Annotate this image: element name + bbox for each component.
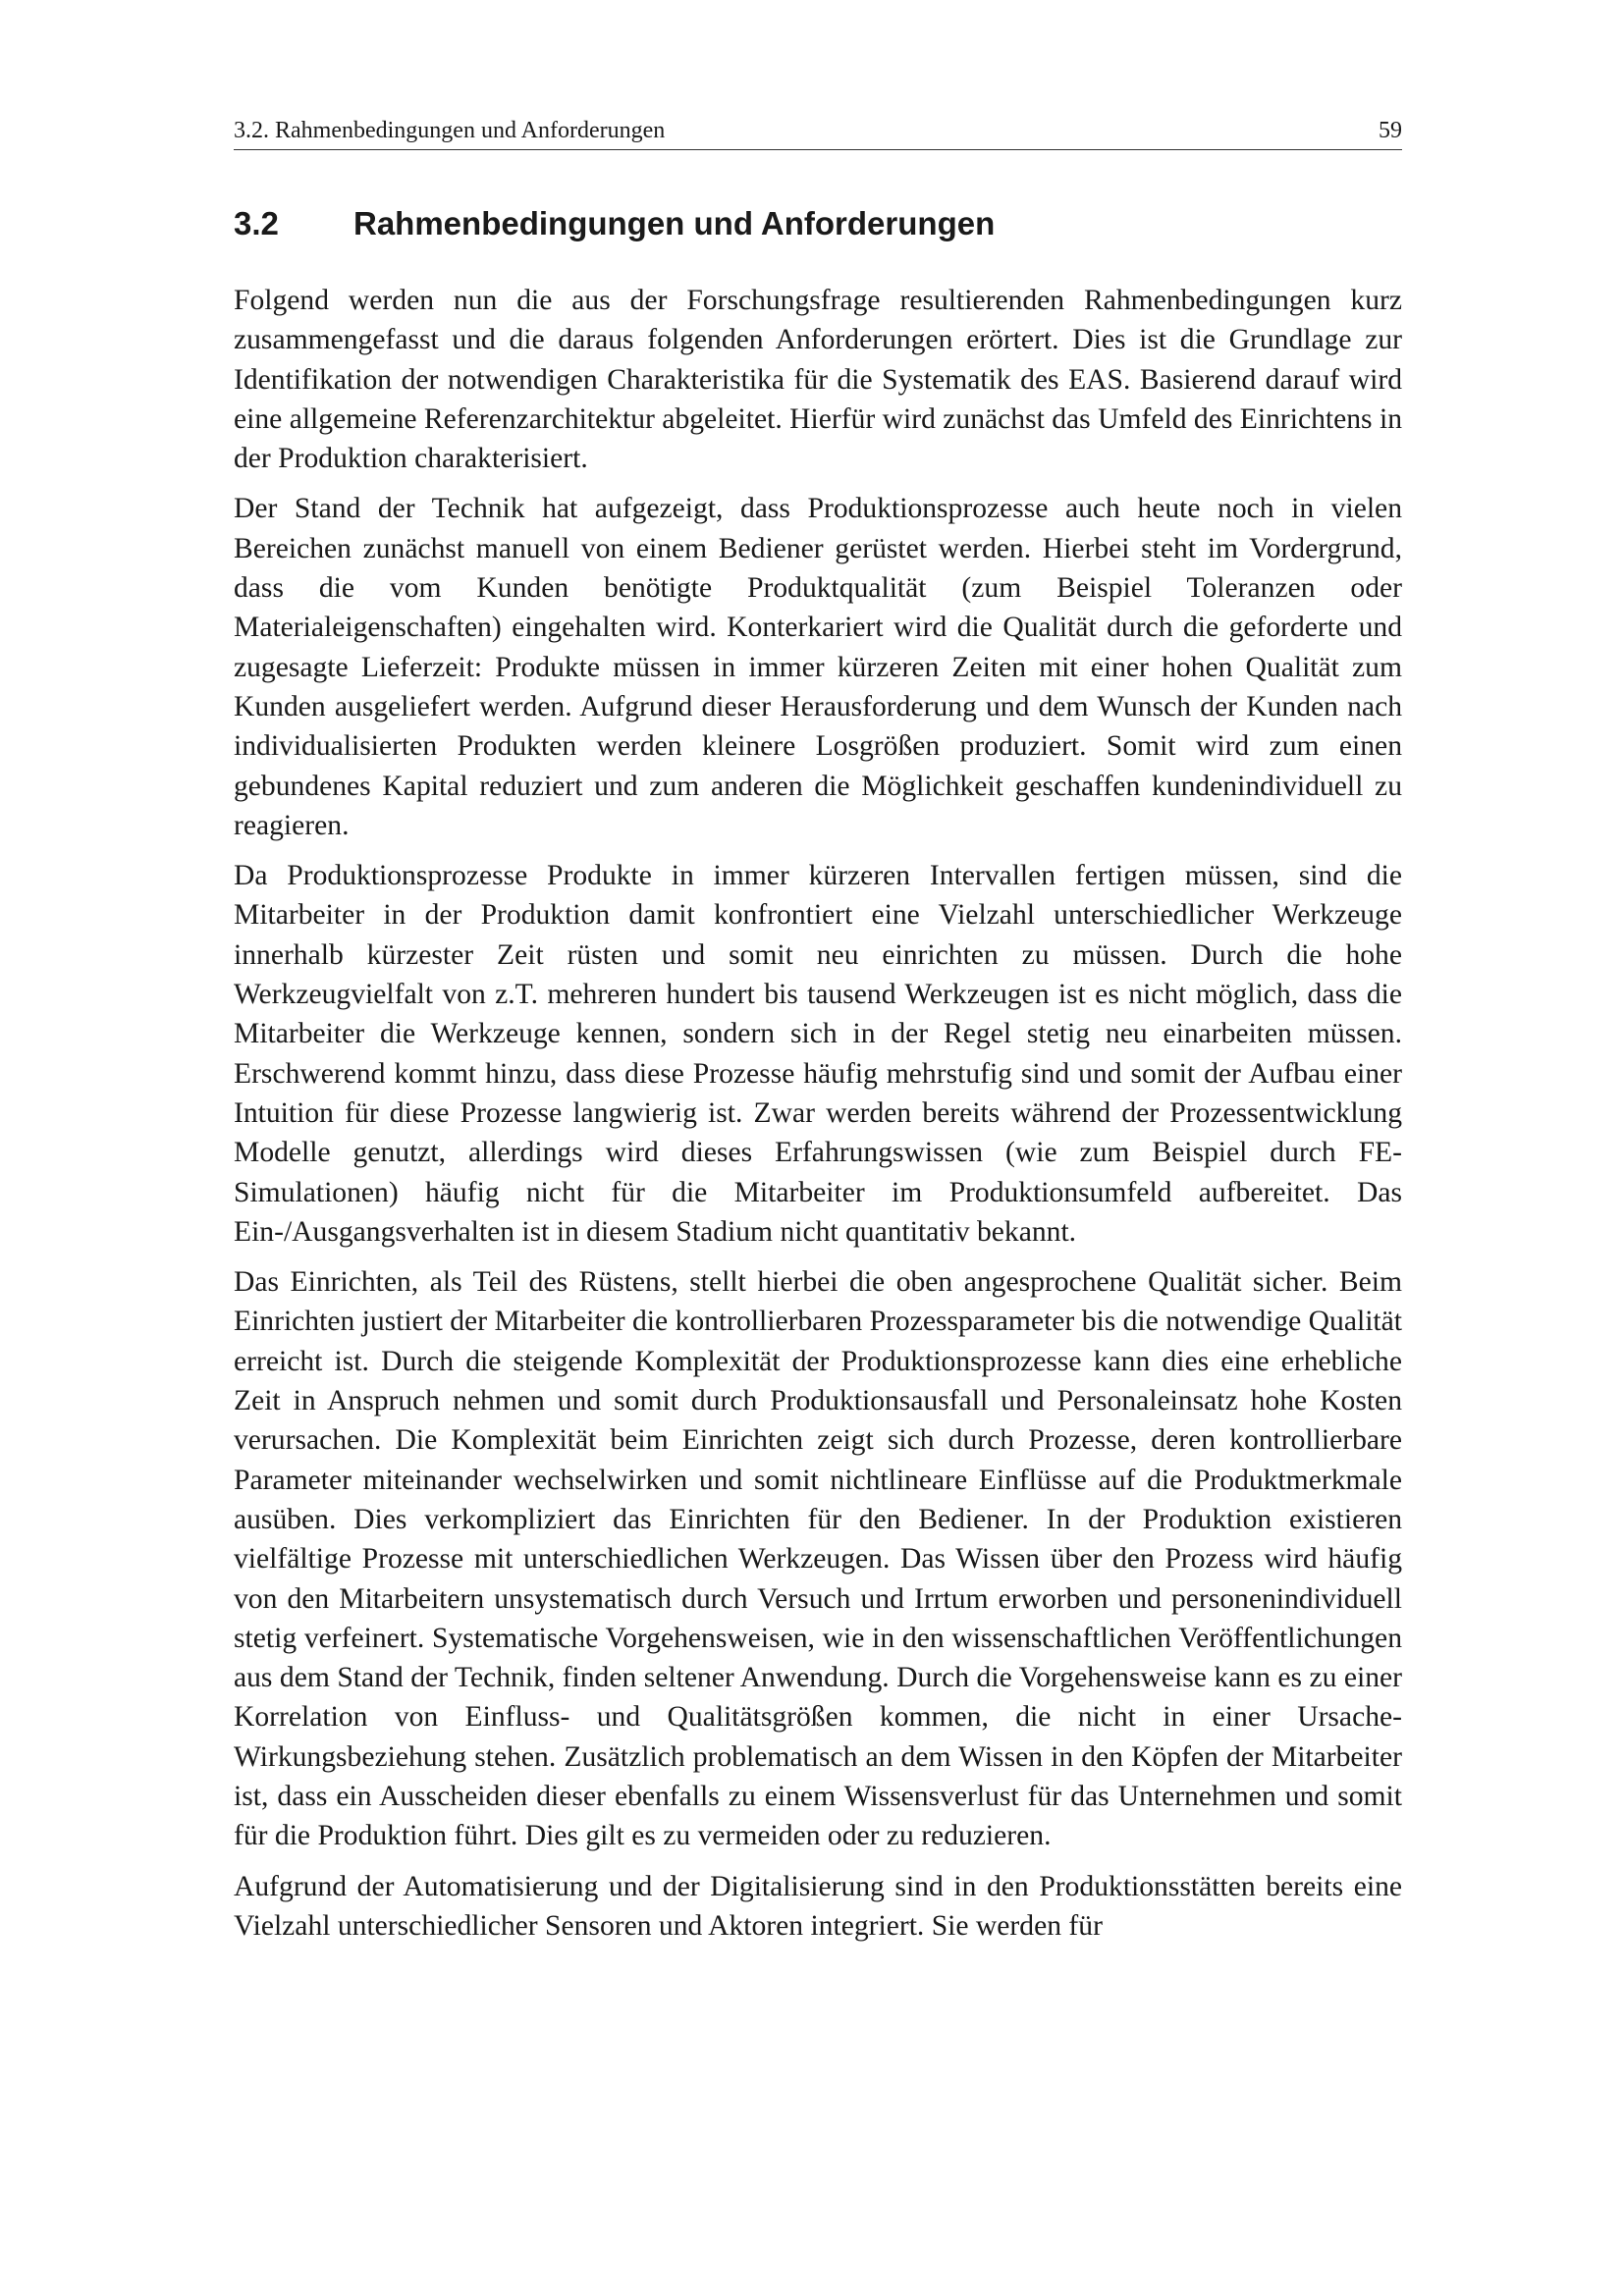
section-heading: [234, 202, 1402, 245]
page-number: 59: [1379, 118, 1402, 143]
paragraph: Aufgrund der Automatisierung und der Digitalisierung sind in den Produktionsstätten bereits eine Vielzahl unterschiedlicher Sensoren und Aktoren integriert. Sie werden für: [234, 1870, 1402, 1942]
paragraph: Da Produktionsprozesse Produkte in immer kürzeren Intervallen fertigen müssen, sind die Mitarbeiter in der Produktion damit konfrontiert eine Vielzahl unterschiedlicher Werkzeuge innerhalb kürzester Zeit rüsten und somit neu einrichten zu müssen. Durch die hohe Werkzeugvielfalt von z.T. mehreren hundert bis tausend Werkzeugen ist es nicht möglich, dass die Mitarbeiter die Werkzeuge kennen, sondern sich in der Regel stetig neu einarbeiten müssen. Erschwerend kommt hinzu, dass diese Prozesse häufig mehrstufig sind und somit der Aufbau einer Intuition für diese Prozesse langwierig ist. Zwar werden bereits während der Prozessentwicklung Modelle genutzt, allerdings wird dieses Erfahrungswissen (wie zum Beispiel durch FE-Simulationen) häufig nicht für die Mitarbeiter im Produktionsumfeld aufbereitet. Das Ein-/Ausgangsverhalten ist in diesem Stadium nicht quantitativ bekannt.: [234, 860, 1402, 1248]
paragraph: Folgend werden nun die aus der Forschungsfrage resultierenden Rahmenbedingungen kurz zusammengefasst und die daraus folgenden Anforderungen erörtert. Dies ist die Grundlage zur Identifikation der notwendigen Charakteristika für die Systematik des EAS. Basierend darauf wird eine allgemeine Referenzarchitektur abgeleitet. Hierfür wird zunächst das Umfeld des Einrichtens in der Produktion charakterisiert.: [234, 285, 1402, 475]
running-header-title: 3.2. Rahmenbedingungen und Anforderungen: [234, 118, 666, 143]
section-title: Rahmenbedingungen und Anforderungen: [353, 205, 996, 241]
section-number: 3.2: [234, 205, 279, 241]
body-text: [234, 281, 1402, 1956]
running-header: [234, 110, 1402, 150]
paragraph: Das Einrichten, als Teil des Rüstens, stellt hierbei die oben angesprochene Qualität sicher. Beim Einrichten justiert der Mitarbeiter die kontrollierbaren Prozessparameter bis die notwendige Qualität erreicht ist. Durch die steigende Komplexität der Produktionsprozesse kann dies eine erhebliche Zeit in Anspruch nehmen und somit durch Produktionsausfall und Personaleinsatz hohe Kosten verursachen. Die Komplexität beim Einrichten zeigt sich durch Prozesse, deren kontrollierbare Parameter miteinander wechselwirken und somit nichtlineare Einflüsse auf die Produktmerkmale ausüben. Dies verkompliziert das Einrichten für den Bediener. In der Produktion existieren vielfältige Prozesse mit unterschiedlichen Werkzeugen. Das Wissen über den Prozess wird häufig von den Mitarbeitern unsystematisch durch Versuch und Irrtum erworben und personenindividuell stetig verfeinert. Systematische Vorgehensweisen, wie in den wissenschaftlichen Veröffentlichungen aus dem Stand der Technik, finden seltener Anwendung. Durch die Vorgehensweise kann es zu einer Korrelation von Einfluss- und Qualitätsgrößen kommen, die nicht in einer Ursache-Wirkungsbeziehung stehen. Zusätzlich problematisch an dem Wissen in den Köpfen der Mitarbeiter ist, dass ein Ausscheiden dieser ebenfalls zu einem Wissensverlust für das Unternehmen und somit für die Produktion führt. Dies gilt es zu vermeiden oder zu reduzieren.: [234, 1266, 1402, 1852]
paragraph: Der Stand der Technik hat aufgezeigt, dass Produktionsprozesse auch heute noch in vielen Bereichen zunächst manuell von einem Bediener gerüstet werden. Hierbei steht im Vordergrund, dass die vom Kunden benötigte Produktqualität (zum Beispiel Toleranzen oder Materialeigenschaften) eingehalten wird. Konterkariert wird die Qualität durch die geforderte und zugesagte Lieferzeit: Produkte müssen in immer kürzeren Zeiten mit einer hohen Qualität zum Kunden ausgeliefert werden. Aufgrund dieser Herausforderung und dem Wunsch der Kunden nach individualisierten Produkten werden kleinere Losgrößen produziert. Somit wird zum einen gebundenes Kapital reduziert und zum anderen die Möglichkeit geschaffen kundenindividuell zu reagieren.: [234, 493, 1402, 841]
